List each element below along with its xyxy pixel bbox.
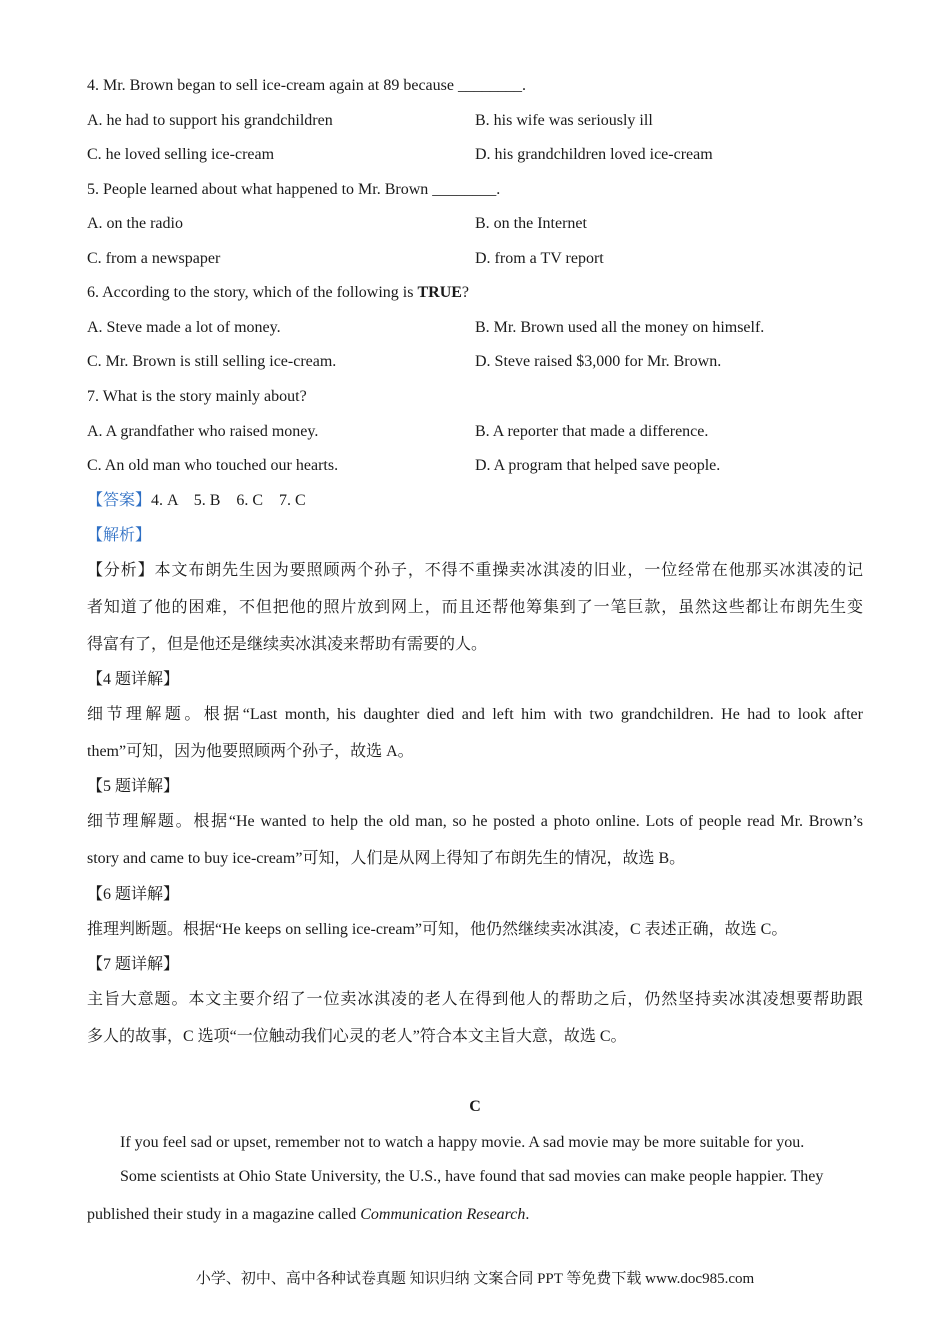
question-7-option-c: C. An old man who touched our hearts. xyxy=(87,457,339,474)
detail-7-heading: 【7 题详解】 xyxy=(87,956,180,973)
question-5-option-d: D. from a TV report xyxy=(475,250,604,267)
question-5-stem: 5. People learned about what happened to Mr. Brown ________. xyxy=(87,181,501,198)
question-6-stem-emphasis: TRUE xyxy=(417,284,462,301)
analysis-label: 【解析】 xyxy=(87,527,152,544)
detail-7-line-2: 多人的故事，C 选项“一位触动我们心灵的老人”符合本文主旨大意，故选 C。 xyxy=(87,1028,627,1045)
page-footer: 小学、初中、高中各种试卷真题 知识归纳 文案合同 PPT 等免费下载 www.doc985.com xyxy=(195,1271,755,1287)
passage-c-paragraph-2-line-2 xyxy=(87,1205,529,1225)
question-4-option-c: C. he loved selling ice-cream xyxy=(87,146,275,163)
detail-5-heading: 【5 题详解】 xyxy=(87,778,180,795)
question-7-option-a: A. A grandfather who raised money. xyxy=(87,423,319,440)
detail-4-line-2: them”可知，因为他要照顾两个孙子，故选 A。 xyxy=(87,743,414,760)
question-5-option-b: B. on the Internet xyxy=(475,215,587,232)
answer-label: 【答案】 xyxy=(87,492,152,509)
question-6-option-d: D. Steve raised $3,000 for Mr. Brown. xyxy=(475,353,722,370)
question-6-stem-prefix: 6. According to the story, which of the following is xyxy=(87,284,418,301)
passage-c-paragraph-1: If you feel sad or upset, remember not to watch a happy movie. A sad movie may be more suitable for you. xyxy=(120,1134,805,1151)
magazine-title: Communication Research xyxy=(360,1206,526,1223)
answer-text: 4. A 5. B 6. C 7. C xyxy=(151,492,306,509)
question-5-option-c: C. from a newspaper xyxy=(87,250,221,267)
answer-line xyxy=(87,491,306,511)
detail-6-line-1: 推理判断题。根据“He keeps on selling ice-cream”可知，他仍然继续卖冰淇凌，C 表述正确，故选 C。 xyxy=(87,921,788,938)
analysis-summary-line-2: 者知道了他的困难，不但把他的照片放到网上，而且还帮他筹集到了一笔巨款，虽然这些都让布朗先生变 xyxy=(87,599,863,616)
question-6-stem-suffix: ? xyxy=(461,284,470,301)
detail-7-line-1: 主旨大意题。本文主要介绍了一位卖冰淇凌的老人在得到他人的帮助之后，仍然坚持卖冰淇凌想要帮助跟 xyxy=(87,991,863,1008)
question-7-option-b: B. A reporter that made a difference. xyxy=(475,423,709,440)
question-4-option-d: D. his grandchildren loved ice-cream xyxy=(475,146,713,163)
analysis-summary-line-1: 【分析】本文布朗先生因为要照顾两个孙子，不得不重操卖冰淇凌的旧业，一位经常在他那买冰淇凌的记 xyxy=(87,562,863,579)
question-7-option-d: D. A program that helped save people. xyxy=(475,457,721,474)
passage-c-paragraph-2-prefix: published their study in a magazine called xyxy=(87,1206,361,1223)
passage-c-heading: C xyxy=(469,1098,481,1115)
question-6-option-c: C. Mr. Brown is still selling ice-cream. xyxy=(87,353,337,370)
passage-c-paragraph-2-line-1: Some scientists at Ohio State University, the U.S., have found that sad movies can make people happier. They xyxy=(120,1168,824,1185)
detail-5-line-2: story and came to buy ice-cream”可知，人们是从网上得知了布朗先生的情况，故选 B。 xyxy=(87,850,686,867)
question-5-option-a: A. on the radio xyxy=(87,215,183,232)
detail-4-heading: 【4 题详解】 xyxy=(87,671,180,688)
question-7-stem: 7. What is the story mainly about? xyxy=(87,388,307,405)
question-4-option-a: A. he had to support his grandchildren xyxy=(87,112,333,129)
question-4-stem: 4. Mr. Brown began to sell ice-cream again at 89 because ________. xyxy=(87,77,526,94)
question-4-option-b: B. his wife was seriously ill xyxy=(475,112,653,129)
detail-4-line-1: 细节理解题。根据“Last month, his daughter died and left him with two grandchildren. He had to look after xyxy=(87,706,863,723)
detail-5-line-1: 细节理解题。根据“He wanted to help the old man, so he posted a photo online. Lots of people read Mr. Brown’s xyxy=(87,813,863,830)
detail-6-heading: 【6 题详解】 xyxy=(87,886,180,903)
question-6-stem xyxy=(87,283,469,303)
passage-c-paragraph-2-suffix: . xyxy=(525,1206,530,1223)
analysis-summary-line-3: 得富有了，但是他还是继续卖冰淇凌来帮助有需要的人。 xyxy=(87,636,488,653)
question-6-option-b: B. Mr. Brown used all the money on himself. xyxy=(475,319,765,336)
question-6-option-a: A. Steve made a lot of money. xyxy=(87,319,281,336)
